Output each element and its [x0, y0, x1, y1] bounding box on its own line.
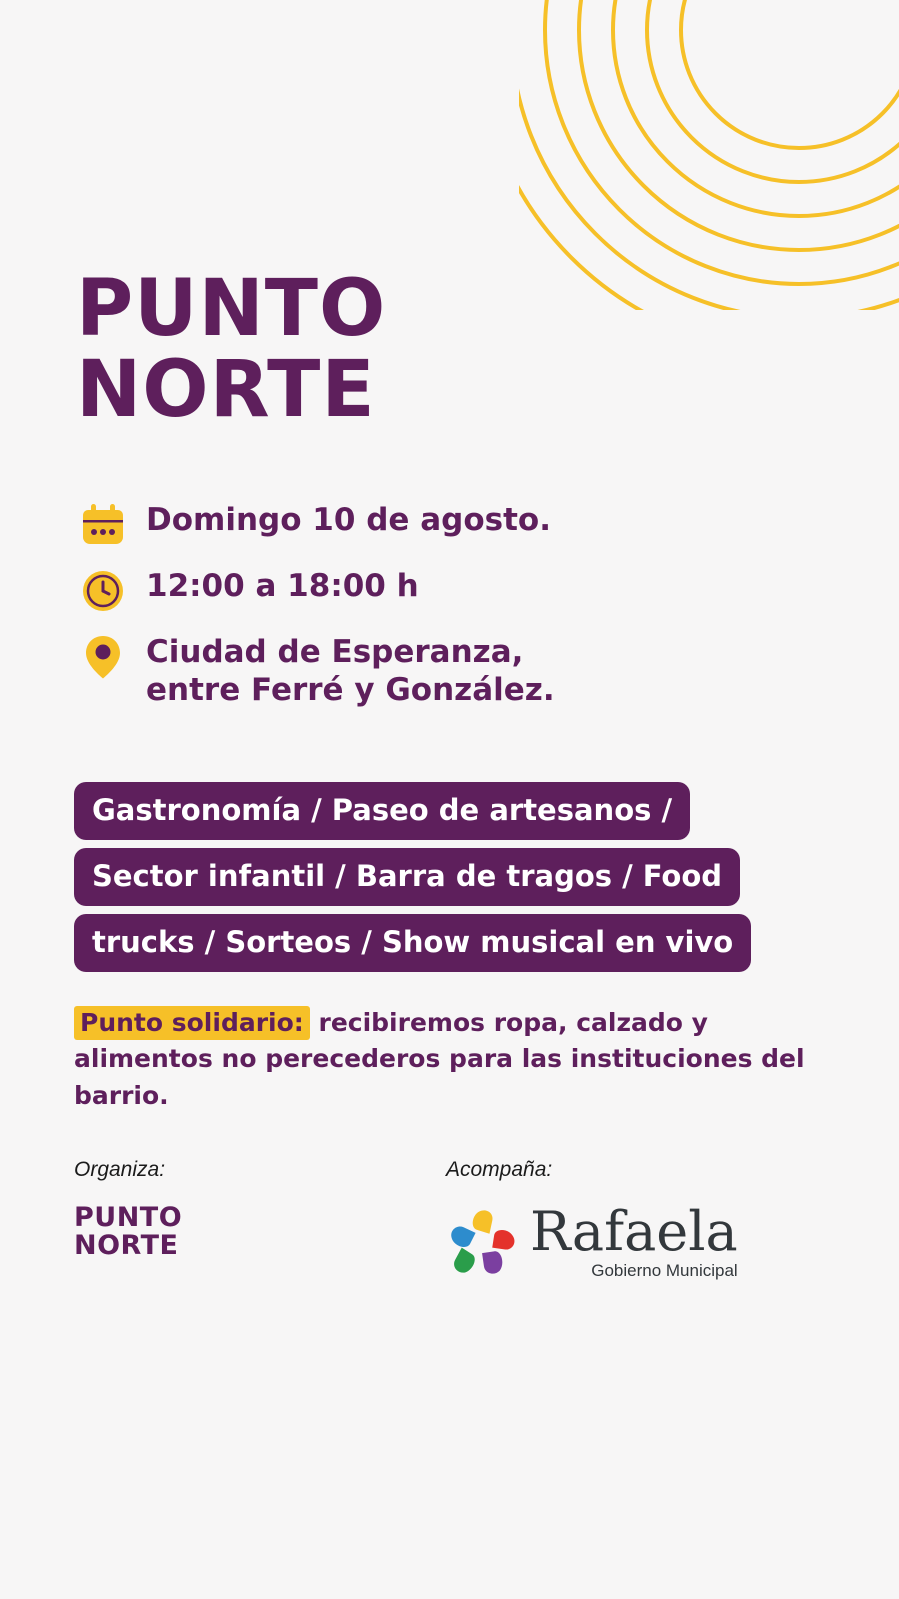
organizer-logo-line-2: NORTE — [74, 1230, 179, 1262]
info-location-line-2: entre Ferré y González. — [146, 671, 555, 708]
activity-pill-2: Sector infantil / Barra de tragos / Food — [74, 848, 740, 906]
organizer-logo — [74, 1204, 182, 1261]
title-line-2: NORTE — [76, 344, 376, 435]
activities-list — [74, 782, 834, 980]
organizer-logo-line-1: PUNTO — [74, 1202, 183, 1233]
info-row-location — [78, 632, 818, 710]
info-date-text: Domingo 10 de agosto. — [146, 502, 551, 538]
organizer-label: Organiza: — [74, 1158, 166, 1181]
clock-icon — [78, 566, 128, 616]
page-title — [76, 264, 387, 435]
partner-logo — [446, 1200, 738, 1281]
activity-pill-1: Gastronomía / Paseo de artesanos / — [74, 782, 690, 840]
solidarity-note — [74, 1005, 834, 1114]
location-pin-icon — [78, 632, 128, 682]
partner-label: Acompaña: — [446, 1158, 553, 1181]
calendar-icon — [78, 500, 128, 550]
credits-section — [74, 1158, 834, 1338]
solidarity-highlight: Punto solidario: — [74, 1006, 310, 1040]
title-line-1: PUNTO — [76, 264, 387, 354]
concentric-arcs-decoration — [519, 0, 899, 310]
activity-pill-3: trucks / Sorteos / Show musical en vivo — [74, 914, 751, 972]
info-location-line-1: Ciudad de Esperanza, — [146, 634, 524, 670]
rafaela-subtitle: Gobierno Municipal — [591, 1260, 738, 1280]
rafaela-wordmark — [530, 1200, 738, 1281]
info-time-text: 12:00 a 18:00 h — [146, 568, 419, 604]
rafaela-pinwheel-icon — [446, 1206, 520, 1280]
rafaela-name: Rafaela — [530, 1200, 738, 1263]
info-row-time — [78, 566, 818, 616]
info-location-text — [146, 632, 555, 710]
partner-label-block — [446, 1158, 552, 1182]
event-info-list — [78, 500, 818, 726]
info-row-date — [78, 500, 818, 550]
solidarity-text: recibiremos ropa, calzado y alimentos no perecederos para las instituciones del barrio. — [74, 1008, 805, 1110]
organizer-block — [74, 1158, 182, 1261]
